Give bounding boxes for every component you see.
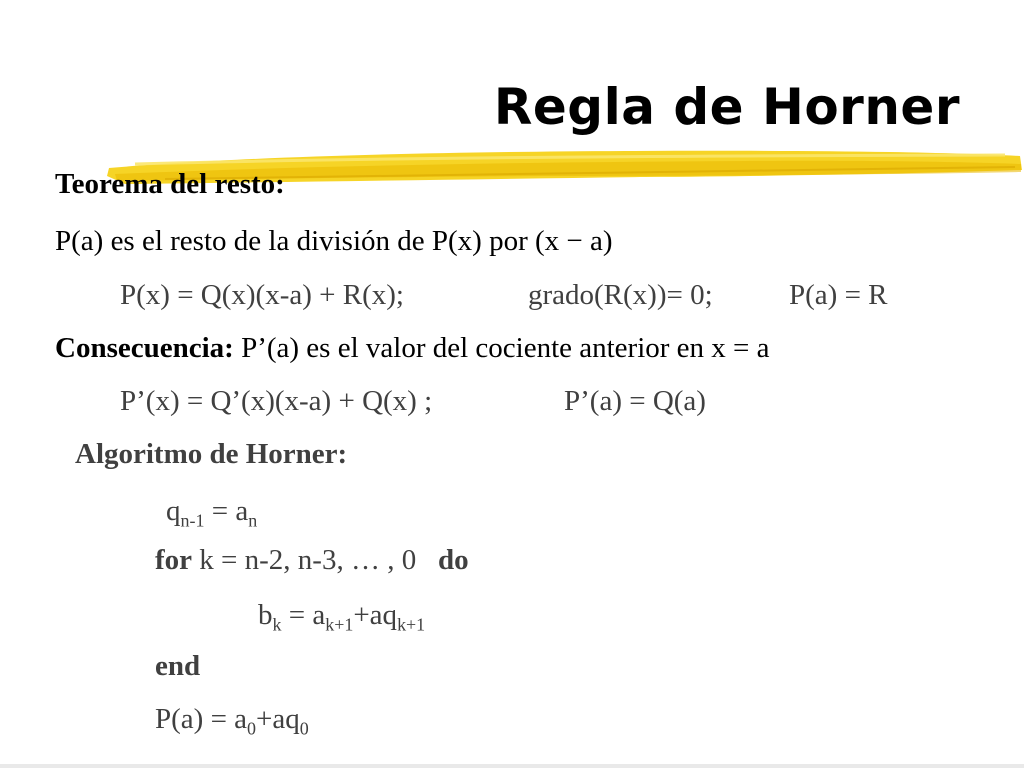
body-term2-subscript: k+1 bbox=[397, 614, 426, 635]
loop-range: k = n-2, n-3, … , 0 bbox=[192, 544, 417, 576]
result-subscript2: 0 bbox=[299, 718, 309, 739]
algorithm-result bbox=[155, 703, 309, 739]
init-lhs-subscript: n-1 bbox=[180, 510, 205, 531]
consequence-line bbox=[55, 334, 770, 363]
body-term1: a bbox=[312, 599, 326, 631]
body-operator: = bbox=[281, 599, 313, 631]
init-rhs-subscript: n bbox=[248, 510, 258, 531]
for-keyword: for bbox=[155, 544, 193, 576]
algorithm-for-line bbox=[155, 546, 469, 575]
body-lhs: b bbox=[258, 599, 273, 631]
consequence-statement: P’(a) es el valor del cociente anterior en x = a bbox=[241, 332, 770, 364]
init-operator: = bbox=[204, 495, 236, 527]
result-subscript1: 0 bbox=[247, 718, 257, 739]
body-lhs-subscript: k bbox=[272, 614, 282, 635]
end-keyword: end bbox=[155, 650, 201, 682]
theorem-formula-eq1: P(x) = Q(x)(x-a) + R(x); bbox=[120, 279, 404, 311]
result-plus-term: +aq bbox=[256, 703, 300, 735]
bottom-rule bbox=[0, 764, 1024, 768]
body-plus-term: +aq bbox=[353, 599, 398, 631]
theorem-statement: P(a) es el resto de la división de P(x) por (x − a) bbox=[55, 225, 613, 257]
theorem-formula-eq3: P(a) = R bbox=[789, 279, 888, 311]
theorem-formula-eq2: grado(R(x))= 0; bbox=[528, 279, 713, 311]
algorithm-body bbox=[258, 599, 426, 635]
consequence-formula-eq1: P’(x) = Q’(x)(x-a) + Q(x) ; bbox=[120, 385, 433, 417]
init-lhs: q bbox=[166, 495, 181, 527]
init-rhs: a bbox=[235, 495, 249, 527]
consequence-formula-eq2: P’(a) = Q(a) bbox=[564, 385, 706, 417]
algorithm-init bbox=[166, 495, 258, 531]
theorem-heading: Teorema del resto: bbox=[55, 168, 285, 200]
algorithm-heading: Algoritmo de Horner: bbox=[75, 438, 348, 470]
consequence-heading: Consecuencia: bbox=[55, 332, 234, 364]
do-keyword: do bbox=[437, 544, 469, 576]
body-term1-subscript: k+1 bbox=[325, 614, 354, 635]
slide-title: Regla de Horner bbox=[493, 78, 960, 136]
result-lhs: P(a) = a bbox=[155, 703, 248, 735]
